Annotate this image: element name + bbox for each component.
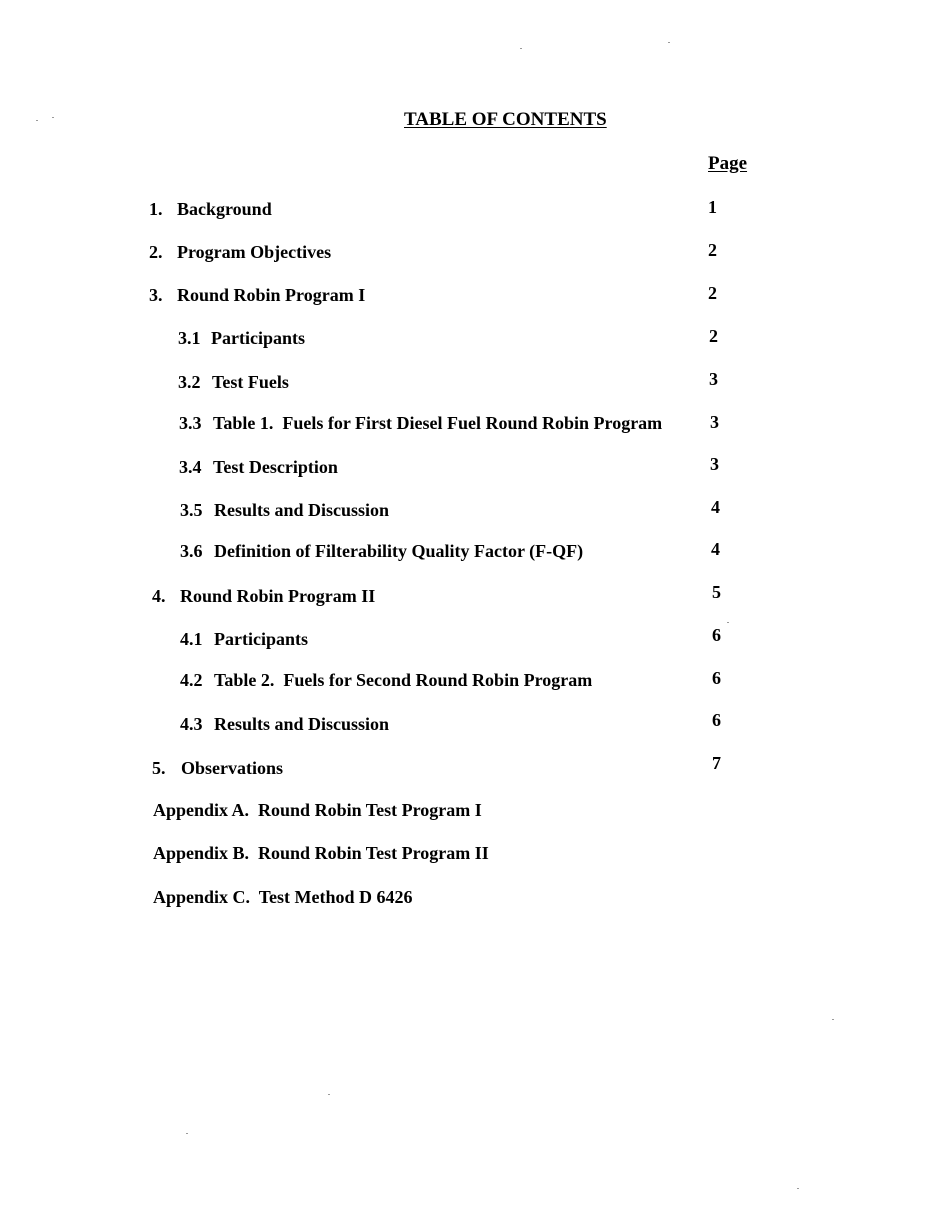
toc-entry-number: 3.	[149, 285, 163, 305]
scan-speck	[668, 42, 670, 43]
toc-page-number: 6	[712, 668, 721, 688]
toc-entry-label: Test Description	[213, 457, 338, 477]
scan-speck	[52, 117, 54, 118]
toc-entry-number: 3.6	[180, 541, 203, 561]
toc-entry-number: 3.3	[179, 413, 202, 433]
toc-page-number: 6	[712, 710, 721, 730]
toc-entry-3	[149, 285, 365, 306]
toc-entry-label: Definition of Filterability Quality Factor (F-QF)	[214, 541, 584, 561]
toc-page-number: 5	[712, 582, 721, 602]
toc-entry-number: 5.	[152, 758, 166, 778]
toc-entry-number: 4.1	[180, 629, 203, 649]
page-column-header: Page	[708, 153, 748, 174]
toc-page-number: 1	[708, 197, 717, 217]
toc-entry-label: Table 1. Fuels for First Diesel Fuel Round Robin Program	[213, 413, 663, 433]
toc-appendix-a: Appendix A. Round Robin Test Program I	[153, 800, 482, 820]
toc-entry-5	[152, 758, 283, 779]
toc-entry-label: Observations	[181, 758, 284, 778]
toc-entry-number: 3.1	[178, 328, 201, 348]
toc-entry-label: Results and Discussion	[214, 500, 390, 520]
toc-entry-number: 3.4	[179, 457, 202, 477]
scan-speck	[36, 120, 38, 121]
toc-entry-number: 4.	[152, 586, 166, 606]
toc-entry-4-3	[180, 714, 389, 735]
toc-entry-label: Results and Discussion	[214, 714, 390, 734]
toc-appendix-b: Appendix B. Round Robin Test Program II	[153, 843, 489, 863]
toc-entry-label: Test Fuels	[212, 372, 289, 392]
scan-speck	[186, 1133, 188, 1134]
toc-entry-4-1	[180, 629, 308, 650]
toc-entry-4-2	[180, 670, 592, 691]
toc-appendix-c: Appendix C. Test Method D 6426	[153, 887, 413, 907]
toc-page-number: 4	[711, 539, 720, 559]
toc-entry-3-1	[178, 328, 305, 349]
toc-entry-label: Participants	[211, 328, 305, 348]
toc-entry-number: 4.2	[180, 670, 203, 690]
toc-entry-number: 3.5	[180, 500, 203, 520]
toc-entry-3-5	[180, 500, 389, 521]
toc-entry-3-4	[179, 457, 338, 478]
toc-page-number: 2	[708, 240, 717, 260]
page-title: TABLE OF CONTENTS	[404, 109, 607, 130]
toc-page-number: 7	[712, 753, 721, 773]
toc-entry-number: 4.3	[180, 714, 203, 734]
toc-entry-label: Table 2. Fuels for Second Round Robin Program	[214, 670, 593, 690]
toc-entry-label: Background	[177, 199, 272, 219]
toc-entry-4	[152, 586, 375, 607]
scan-speck	[797, 1188, 799, 1189]
toc-entry-3-3	[179, 413, 662, 434]
toc-entry-1	[149, 199, 272, 220]
toc-page-number: 6	[712, 625, 721, 645]
toc-entry-3-2	[178, 372, 289, 393]
toc-entry-number: 2.	[149, 242, 163, 262]
toc-entry-label: Round Robin Program I	[177, 285, 366, 305]
toc-entry-3-6	[180, 541, 583, 562]
toc-entry-number: 3.2	[178, 372, 201, 392]
scan-speck	[328, 1094, 330, 1095]
toc-page-number: 2	[708, 283, 717, 303]
toc-entry-2	[149, 242, 331, 263]
toc-entry-number: 1.	[149, 199, 163, 219]
toc-page-number: 3	[709, 369, 718, 389]
toc-page-number: 3	[710, 412, 719, 432]
scan-speck	[727, 622, 729, 623]
toc-entry-label: Program Objectives	[177, 242, 332, 262]
toc-entry-label: Round Robin Program II	[180, 586, 376, 606]
scan-speck	[520, 48, 522, 49]
scan-speck	[832, 1019, 834, 1020]
toc-page-number: 4	[711, 497, 720, 517]
toc-entry-label: Participants	[214, 629, 308, 649]
toc-page-number: 3	[710, 454, 719, 474]
toc-page-number: 2	[709, 326, 718, 346]
